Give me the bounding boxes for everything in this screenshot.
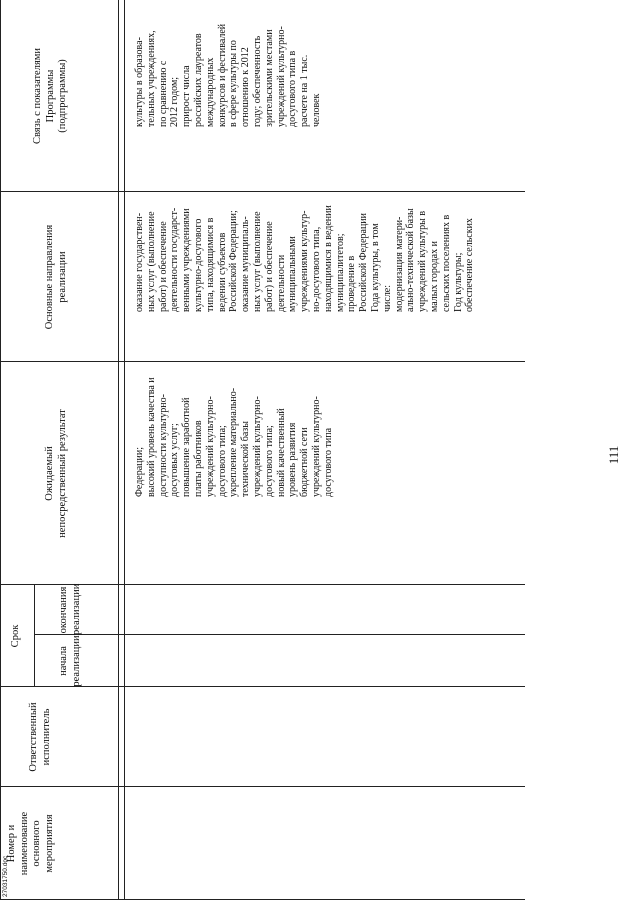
header-term-start: начала реализации (58, 635, 82, 687)
column-divider (0, 786, 525, 787)
column-divider (0, 361, 525, 362)
numbering-row-border (124, 0, 125, 900)
cell-directions: оказание государствен- ных услуг (выполнение работ) и обеспечение деятельности государст- венными учреждениями культурно-досугового типа, находящимися в ведении субъектов Российской Федерации; оказание муниципаль- ных услуг (выполнение работ) и обеспечение деятельности муниципальными учреждениями культур- но-досугового типа, находящимися в ведении муниципалитетов; проведение в Российской Федерации Года культуры, в том числе: модернизация матери- ально-технической базы учреждений культуры в малых городах и сельских поселениях в Год культуры; обеспечение сельских (134, 205, 476, 312)
table-border-top (0, 0, 1, 900)
header-number-name: Номер и наименование основного мероприятия (6, 811, 55, 876)
column-divider (0, 191, 525, 192)
header-term-end: окончания реализации (58, 583, 82, 635)
header-bottom-border (118, 0, 119, 900)
term-header-divider (34, 585, 35, 687)
header-executor: Ответственный исполнитель (28, 702, 52, 772)
table-border-left (0, 899, 525, 900)
cell-indicators-link: культуры в образова- тельных учреждениях, по сравнению с 2012 годом; прирост числа российских лауреатов международных конкурсов и фестивалей в сфере культуры по отношению к 2012 году; обеспеченность зрительскими местами учреждений культурно- досугового типа в расчете на 1 тыс. человек (134, 23, 322, 127)
page-number: 111 (606, 445, 621, 465)
column-divider (34, 634, 525, 635)
header-indicators-link: Связь с показателями Программы (подпрограммы) (32, 47, 68, 145)
header-directions: Основные направления реализации (44, 224, 68, 330)
cell-expected-result: Федерации; высокий уровень качества и доступности культурно- досуговых услуг; повышение заработной платы работников учреждений культурно- досугового типа; укрепление материально- технической базы учреждений культурно- досугового типа; новый качественный уровень развития бюджетной сети учреждений культурно- досугового типа (134, 377, 334, 497)
file-name: 27031750.doc (2, 855, 9, 897)
header-expected-result: Ожидаемый непосредственный результат (44, 409, 68, 538)
header-term: Срок (10, 624, 21, 648)
